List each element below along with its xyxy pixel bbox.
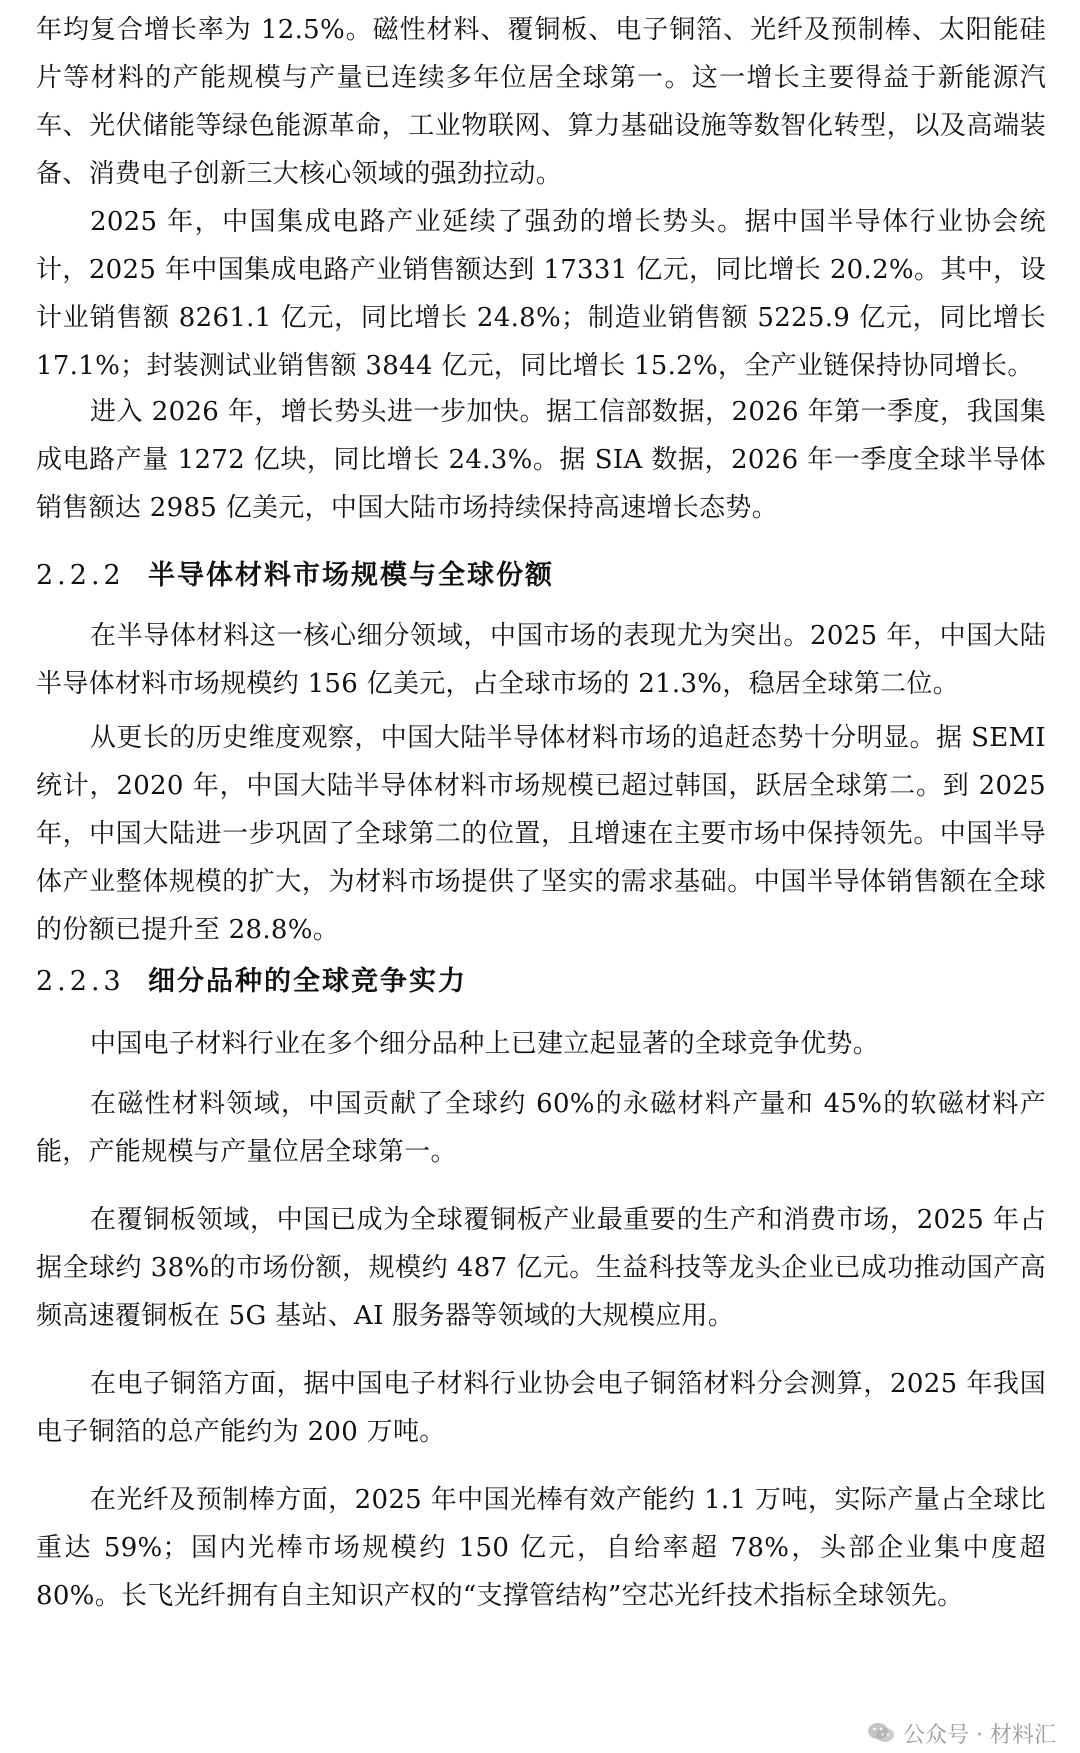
paragraph-historical-catchup: 从更长的历史维度观察，中国大陆半导体材料市场的追赶态势十分明显。据 SEMI 统计，2020 年，中国大陆半导体材料市场规模已超过韩国，跃居全球第二。到 2025 年，中国大陆进一步巩固了全球第二的位置，且增速在主要市场中保持领先。中国半导体产业整体规模的扩大，为材料市场提供了坚实的需求基础。中国半导体销售额在全球的份额已提升至 28.8%。 — [36, 723, 1046, 945]
section-heading-2-2-3 — [36, 958, 1046, 1006]
section-number: 2.2.2 — [36, 560, 125, 591]
paragraph-semi-materials-market: 在半导体材料这一核心细分领域，中国市场的表现尤为突出。2025 年，中国大陆半导体材料市场规模约 156 亿美元，占全球市场的 21.3%，稳居全球第二位。 — [36, 621, 1046, 699]
paragraph-competitive-advantage: 中国电子材料行业在多个细分品种上已建立起显著的全球竞争优势。 — [90, 1029, 880, 1059]
paragraph-copper-clad-laminate: 在覆铜板领域，中国已成为全球覆铜板产业最重要的生产和消费市场，2025 年占据全球约 38%的市场份额，规模约 487 亿元。生益科技等龙头企业已成功推动国产高频高速覆铜板在 5G 基站、AI 服务器等领域的大规模应用。 — [36, 1205, 1046, 1331]
paragraph-magnetic-materials: 在磁性材料领域，中国贡献了全球约 60%的永磁材料产量和 45%的软磁材料产能，产能规模与产量位居全球第一。 — [36, 1089, 1046, 1167]
paragraph-ic-2025: 2025 年，中国集成电路产业延续了强劲的增长势头。据中国半导体行业协会统计，2025 年中国集成电路产业销售额达到 17331 亿元，同比增长 20.2%。其中，设计业销售额 8261.1 亿元，同比增长 24.8%；制造业销售额 5225.9 亿元，同比增长 17.1%；封装测试业销售额 3844 亿元，同比增长 15.2%，全产业链保持协同增长。 — [36, 207, 1046, 381]
paragraph-2026-q1: 进入 2026 年，增长势头进一步加快。据工信部数据，2026 年第一季度，我国集成电路产量 1272 亿块，同比增长 24.3%。据 SIA 数据，2026 年一季度全球半导体销售额达 2985 亿美元，中国大陆市场持续保持高速增长态势。 — [36, 397, 1046, 523]
section-title: 半导体材料市场规模与全球份额 — [148, 560, 554, 591]
section-heading-2-2-2 — [36, 552, 1046, 600]
section-number: 2.2.3 — [36, 966, 125, 997]
watermark — [867, 1716, 1056, 1750]
wechat-icon — [867, 1722, 895, 1744]
paragraph-copper-foil: 在电子铜箔方面，据中国电子材料行业协会电子铜箔材料分会测算，2025 年我国电子铜箔的总产能约为 200 万吨。 — [36, 1369, 1046, 1447]
paragraph-intro-growth: 年均复合增长率为 12.5%。磁性材料、覆铜板、电子铜箔、光纤及预制棒、太阳能硅片等材料的产能规模与产量已连续多年位居全球第一。这一增长主要得益于新能源汽车、光伏储能等绿色能源革命，工业物联网、算力基础设施等数智化转型，以及高端装备、消费电子创新三大核心领域的强劲拉动。 — [36, 15, 1046, 189]
watermark-text: 公众号 · 材料汇 — [903, 1722, 1056, 1748]
paragraph-optical-fiber: 在光纤及预制棒方面，2025 年中国光棒有效产能约 1.1 万吨，实际产量占全球比重达 59%；国内光棒市场规模约 150 亿元，自给率超 78%，头部企业集中度超 80%。长飞光纤拥有自主知识产权的“支撑管结构”空芯光纤技术指标全球领先。 — [36, 1485, 1046, 1611]
section-title: 细分品种的全球竞争实力 — [148, 966, 467, 997]
